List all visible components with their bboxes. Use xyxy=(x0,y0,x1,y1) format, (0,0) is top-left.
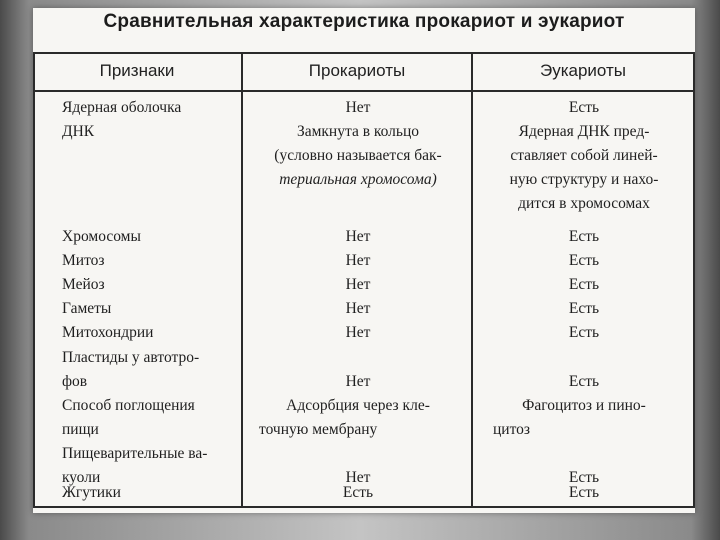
eukaryotes-cell: цитоз xyxy=(493,421,531,438)
eukaryotes-cell: Есть xyxy=(568,99,600,116)
eukaryotes-cell: Фагоцитоз и пино- xyxy=(522,397,646,414)
eukaryotes-cell: Ядерная ДНК пред- xyxy=(518,123,650,140)
feature-cell: Способ поглощения xyxy=(62,397,195,414)
feature-cell: Митоз xyxy=(62,252,105,269)
prokaryotes-cell: Есть xyxy=(342,484,374,501)
column-divider-1 xyxy=(241,52,243,508)
header-prokaryotes: Прокариоты xyxy=(308,61,406,80)
eukaryotes-cell: Есть xyxy=(568,484,600,501)
eukaryotes-cell: Есть xyxy=(568,276,600,293)
feature-cell: Пищеварительные ва- xyxy=(62,445,208,462)
header-divider xyxy=(33,90,695,92)
feature-cell: Ядерная оболочка xyxy=(62,99,182,116)
feature-cell: Гаметы xyxy=(62,300,112,317)
feature-cell: ДНК xyxy=(62,123,95,140)
feature-cell: фов xyxy=(62,373,88,390)
eukaryotes-cell: ную структуру и нахо- xyxy=(509,171,659,188)
feature-cell: пищи xyxy=(62,421,99,438)
prokaryotes-cell: Нет xyxy=(345,469,371,486)
eukaryotes-cell: дится в хромосомах xyxy=(518,195,650,212)
eukaryotes-cell: ставляет собой линей- xyxy=(510,147,658,164)
prokaryotes-cell: точную мембрану xyxy=(259,421,378,438)
table-left-border xyxy=(33,52,35,508)
header-eukaryotes: Эукариоты xyxy=(539,61,627,80)
table-title: Сравнительная характеристика прокариот и эукариот xyxy=(103,11,625,32)
prokaryotes-cell: Нет xyxy=(345,276,371,293)
prokaryotes-cell: Нет xyxy=(345,228,371,245)
prokaryotes-cell: Нет xyxy=(345,373,371,390)
prokaryotes-cell: Адсорбция через кле- xyxy=(286,397,430,414)
eukaryotes-cell: Есть xyxy=(568,228,600,245)
document-page xyxy=(33,8,695,513)
feature-cell: куоли xyxy=(62,469,101,486)
feature-cell: Митохондрии xyxy=(62,324,154,341)
prokaryotes-cell: Нет xyxy=(345,99,371,116)
feature-cell: Хромосомы xyxy=(62,228,141,245)
italic-term: териальная хромосома) xyxy=(279,171,437,188)
prokaryotes-cell: Нет xyxy=(345,252,371,269)
prokaryotes-cell: (условно называется бак- xyxy=(274,147,442,164)
feature-cell: Жгутики xyxy=(62,484,121,501)
header-features: Признаки xyxy=(99,61,175,80)
prokaryotes-cell: Нет xyxy=(345,324,371,341)
prokaryotes-cell: Нет xyxy=(345,300,371,317)
eukaryotes-cell: Есть xyxy=(568,469,600,486)
prokaryotes-cell xyxy=(247,168,469,193)
eukaryotes-cell: Есть xyxy=(568,324,600,341)
eukaryotes-cell: Есть xyxy=(568,252,600,269)
prokaryotes-cell: Замкнута в кольцо xyxy=(296,123,420,140)
comparison-table xyxy=(33,52,695,508)
eukaryotes-cell: Есть xyxy=(568,300,600,317)
eukaryotes-cell: Есть xyxy=(568,373,600,390)
feature-cell: Пластиды у автотро- xyxy=(62,349,200,366)
table-bottom-border xyxy=(33,506,695,508)
feature-cell: Мейоз xyxy=(62,276,105,293)
